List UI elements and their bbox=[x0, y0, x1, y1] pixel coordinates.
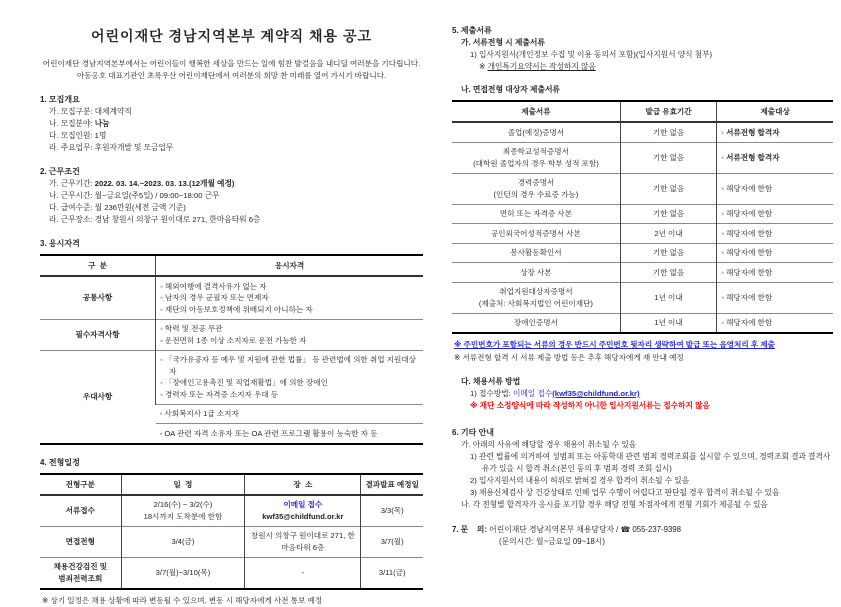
submit-c-label: 1) 접수방법: bbox=[470, 389, 513, 398]
recruit-item-field-value: 나눔 bbox=[94, 119, 110, 128]
doc-validity: 기한 없음 bbox=[620, 263, 716, 283]
schedule-row3-result: 3/11(금) bbox=[361, 557, 423, 589]
doc-name: 졸업(예정)증명서 bbox=[452, 122, 620, 142]
schedule-row1-date-line2: 18시까지 도착분에 한함 bbox=[143, 511, 223, 521]
work-item-period bbox=[40, 178, 423, 190]
submit-a-note bbox=[452, 61, 833, 73]
section-contact bbox=[452, 524, 833, 548]
schedule-row3-place: - bbox=[245, 557, 361, 589]
schedule-table bbox=[40, 473, 423, 590]
list-item: ◦ 재단의 아동보호정책에 위배되지 아니하는 자 bbox=[160, 304, 419, 316]
contact-label: 7. 문 의: bbox=[452, 525, 490, 534]
doc-validity: 1년 이내 bbox=[620, 282, 716, 313]
qual-required-items bbox=[156, 319, 423, 350]
schedule-row3-stage-line2: 범죄전력조회 bbox=[58, 573, 103, 583]
contact-line bbox=[452, 524, 833, 536]
table-row bbox=[452, 173, 833, 204]
left-column bbox=[40, 26, 423, 607]
work-item-period-label: 가. 근무기간: bbox=[49, 179, 95, 188]
list-item: ◦ 사회복지사 1급 소지자 bbox=[160, 408, 419, 420]
schedule-row2-date: 3/4(금) bbox=[121, 526, 245, 557]
doc-name-line1: 경력증명서 bbox=[517, 178, 555, 187]
table-row bbox=[452, 313, 833, 333]
schedule-row2-place: 창원시 의창구 원이대로 271, 한마음타워 6층 bbox=[245, 526, 361, 557]
section-qualifications-heading: 3. 응시자격 bbox=[40, 239, 80, 248]
section-schedule-heading: 4. 전형일정 bbox=[40, 457, 80, 467]
table-row bbox=[452, 122, 833, 142]
doc-target bbox=[717, 204, 833, 224]
section-work-heading: 2. 근무조건 bbox=[40, 167, 80, 176]
submit-a-note-underlined: 개인특기요약서는 작성하지 않음 bbox=[487, 62, 596, 71]
target-value: ◦ 해당자에 한함 bbox=[721, 228, 829, 240]
schedule-row3-stage-line1: 채용건강검진 및 bbox=[53, 562, 108, 571]
work-item-salary: 다. 급여수준: 월 236만원(세전 금액 기준) bbox=[49, 203, 186, 212]
section-qualifications bbox=[40, 237, 423, 445]
contact-phone: 055-237-9398 bbox=[630, 525, 681, 534]
work-item-period-value: 2022. 03. 14.~2023. 03. 13.(12개월 예정) bbox=[94, 179, 235, 188]
submit-sub-a: 가. 서류전형 시 제출서류 bbox=[461, 38, 545, 47]
doc-validity: 기한 없음 bbox=[620, 173, 716, 204]
intro-line-2: 아동옹호 대표기관인 초록우산 어린이재단에서 여러분의 희망 찬 미래를 열어 가시기 바랍니다. bbox=[76, 71, 387, 80]
doc-target bbox=[717, 243, 833, 263]
email-address-link[interactable]: kwf35@childfund.or.kr bbox=[262, 511, 344, 521]
list-item: ◦ 「국가유공자 등 예우 및 지원에 관한 법률」 등 관련법에 의한 취업 지원대상자 bbox=[160, 354, 419, 377]
schedule-row2-result: 3/7(월) bbox=[361, 526, 423, 557]
table-row bbox=[40, 350, 423, 404]
table-row bbox=[40, 526, 423, 557]
target-value: ◦ 해당자에 한함 bbox=[721, 267, 829, 279]
doc-validity: 1년 이내 bbox=[620, 313, 716, 333]
doc-target bbox=[717, 142, 833, 173]
schedule-col-stage: 전형구분 bbox=[40, 474, 121, 495]
doc-name: 장애인증명서 bbox=[452, 313, 620, 333]
list-item: ◦ 학력 및 전공 무관 bbox=[160, 323, 419, 335]
submit-header-row bbox=[452, 101, 833, 122]
doc-target bbox=[717, 282, 833, 313]
doc-validity: 기한 없음 bbox=[620, 243, 716, 263]
table-row bbox=[452, 243, 833, 263]
target-value: ◦ 해당자에 한함 bbox=[721, 317, 829, 329]
doc-target bbox=[717, 122, 833, 142]
schedule-row3-stage bbox=[40, 557, 121, 589]
doc-name: 면허 또는 자격증 사본 bbox=[452, 204, 620, 224]
doc-name-line2: (대학원 졸업자의 경우 학부 성적 포함) bbox=[473, 158, 599, 168]
recruit-item-duty: 라. 주요업무: 후원자개발 및 모금업무 bbox=[49, 143, 174, 152]
doc-name bbox=[452, 173, 620, 204]
section-submit-documents bbox=[452, 24, 833, 412]
qual-common-label: 공통사항 bbox=[40, 276, 156, 319]
qualification-header-row bbox=[40, 255, 423, 276]
section-recruit-heading: 1. 모집개요 bbox=[40, 95, 80, 104]
list-item: ◦ OA 관련 자격 소유자 또는 OA 관련 프로그램 활용이 능숙한 자 등 bbox=[160, 428, 419, 440]
schedule-row1-date bbox=[121, 495, 245, 527]
schedule-row1-date-line1: 2/16(수) ~ 3/2(수) bbox=[153, 500, 213, 509]
etc-item-b: 나. 각 전형별 합격자가 응시를 포기할 경우 해당 전형 차점자에게 전형 기회가 제공될 수 있음 bbox=[461, 500, 768, 509]
qual-required-label: 필수자격사항 bbox=[40, 319, 156, 350]
table-row bbox=[40, 495, 423, 527]
recruit-item-field bbox=[40, 118, 423, 130]
table-row bbox=[452, 142, 833, 173]
recruit-item-headcount: 다. 모집인원: 1명 bbox=[49, 131, 107, 140]
schedule-col-date: 일 정 bbox=[121, 474, 245, 495]
table-row bbox=[452, 224, 833, 244]
table-row bbox=[40, 276, 423, 319]
contact-text: 어린이재단 경남지역본부 채용담당자 / bbox=[489, 525, 621, 534]
schedule-col-result: 결과발표 예정일 bbox=[361, 474, 423, 495]
qual-preferred-sub2-cell bbox=[156, 424, 423, 444]
etc-item-a1: 1) 관련 법률에 의거하여 성범죄 또는 아동학대 관련 범죄 경력조회를 실시할 수 있으며, 경력조회 결과 결격사유가 있을 시 합격 취소(본인 동의 후 범죄 경력 조회 실시) bbox=[470, 452, 831, 473]
doc-validity: 기한 없음 bbox=[620, 204, 716, 224]
table-row bbox=[40, 557, 423, 589]
doc-validity: 기한 없음 bbox=[620, 122, 716, 142]
list-item: ◦ 「장애인고용촉진 및 직업재활법」에 의한 장애인 bbox=[160, 377, 419, 389]
note-mark: ※ bbox=[479, 62, 488, 71]
doc-validity: 2년 이내 bbox=[620, 224, 716, 244]
work-item-location: 라. 근무장소: 경남 창원시 의창구 원이대로 271, 한마음타워 6층 bbox=[49, 215, 261, 224]
qualification-table bbox=[40, 254, 423, 445]
schedule-row1-result: 3/3(목) bbox=[361, 495, 423, 527]
list-item: ◦ 경력자 또는 자격증 소지자 우대 등 bbox=[160, 389, 419, 401]
recruit-item-type: 가. 모집구분: 대체계약직 bbox=[49, 107, 132, 116]
qual-common-items bbox=[156, 276, 423, 319]
right-column bbox=[452, 24, 833, 548]
target-value: ◦ 해당자에 한함 bbox=[721, 292, 829, 304]
doc-validity: 기한 없음 bbox=[620, 142, 716, 173]
list-item: ◦ 운전면허 1종 이상 소지자로 운전 가능한 자 bbox=[160, 335, 419, 347]
doc-name-line1: 취업지원대상자증명서 bbox=[499, 287, 573, 296]
section-schedule bbox=[40, 456, 423, 607]
section-etc-heading: 6. 기타 안내 bbox=[452, 428, 495, 437]
submit-c-item bbox=[452, 388, 833, 400]
list-item: ◦ 남자의 경우 군필자 또는 면제자 bbox=[160, 292, 419, 304]
doc-target bbox=[717, 313, 833, 333]
email-address-link[interactable]: (kwf35@childfund.or.kr) bbox=[552, 389, 640, 398]
doc-name-line2: (인턴의 경우 수료증 가능) bbox=[493, 189, 579, 199]
schedule-row3-date: 3/7(월)~3/10(목) bbox=[121, 557, 245, 589]
target-value: ◦ 서류전형 합격자 bbox=[721, 152, 829, 164]
table-row bbox=[40, 319, 423, 350]
intro-line-1: 어린이재단 경남지역본부에서는 어린이들이 행복한 세상을 만드는 일에 힘찬 발걸음을 내디딜 여러분을 기다립니다. bbox=[42, 59, 421, 68]
doc-name: 공인외국어성적증명서 사본 bbox=[452, 224, 620, 244]
doc-name: 봉사활동확인서 bbox=[452, 243, 620, 263]
schedule-header-row bbox=[40, 474, 423, 495]
target-value: ◦ 서류전형 합격자 bbox=[721, 127, 829, 139]
section-etc bbox=[452, 426, 833, 511]
phone-icon: ☎ bbox=[620, 525, 631, 534]
submit-note-followup: ※ 서류전형 합격 시 서류 제출 방법 등은 추후 해당자에게 재 안내 예정 bbox=[454, 353, 684, 362]
email-submission-label: 이메일 접수 bbox=[512, 389, 553, 398]
doc-name-line1: 최종학교성적증명서 bbox=[502, 147, 569, 156]
submit-a-item: 1) 입사지원서(개인정보 수집 및 이용 동의서 포함)(입사지원서 양식 첨부) bbox=[470, 50, 713, 59]
schedule-col-place: 장 소 bbox=[245, 474, 361, 495]
schedule-row2-stage: 면접전형 bbox=[40, 526, 121, 557]
qual-preferred-label: 우대사항 bbox=[40, 350, 156, 444]
table-row bbox=[452, 204, 833, 224]
qual-col-category: 구 분 bbox=[40, 255, 156, 276]
doc-target bbox=[717, 224, 833, 244]
section-work-conditions bbox=[40, 165, 423, 226]
submit-note-privacy: ※ 주민번호가 포함되는 서류의 경우 반드시 주민번호 뒷자리 생략하여 발급 또는 음영처리 후 제출 bbox=[454, 340, 775, 349]
submit-col-validity: 발급 유효기간 bbox=[620, 101, 716, 122]
table-row bbox=[452, 263, 833, 283]
submit-col-target: 제출대상 bbox=[717, 101, 833, 122]
schedule-row1-place bbox=[245, 495, 361, 527]
target-value: ◦ 해당자에 한함 bbox=[721, 247, 829, 259]
qual-preferred-items bbox=[156, 350, 423, 404]
schedule-note: ※ 상기 일정은 채용 상황에 따라 변동될 수 있으며, 변동 시 해당자에게 사전 통보 예정 bbox=[42, 595, 323, 605]
recruit-item-field-label: 나. 모집분야: bbox=[49, 119, 95, 128]
section-submit-heading: 5. 제출서류 bbox=[452, 26, 492, 35]
table-row bbox=[452, 282, 833, 313]
submit-sub-c: 다. 채용서류 방법 bbox=[461, 377, 521, 386]
etc-item-a2: 2) 입사지원서의 내용이 허위로 밝혀질 경우 합격이 취소될 수 있음 bbox=[470, 476, 690, 485]
doc-target bbox=[717, 263, 833, 283]
etc-item-a3: 3) 채용신체검사 상 건강상태로 인해 업무 수행이 어렵다고 판단될 경우 합격이 취소될 수 있음 bbox=[470, 488, 780, 497]
target-value: ◦ 해당자에 한함 bbox=[721, 183, 829, 195]
contact-hours: (문의시간: 월~금요일 09~18시) bbox=[499, 537, 605, 546]
page-title: 어린이재단 경남지역본부 계약직 채용 공고 bbox=[91, 28, 372, 44]
etc-item-a: 가. 아래의 사유에 해당할 경우 채용이 취소될 수 있음 bbox=[461, 440, 637, 449]
target-value: ◦ 해당자에 한함 bbox=[721, 208, 829, 220]
doc-name bbox=[452, 142, 620, 173]
submit-c-warning: ※ 재단 소정양식에 따라 작성하지 아니한 입사지원서류는 접수하지 않음 bbox=[470, 401, 710, 410]
submit-col-document: 제출서류 bbox=[452, 101, 620, 122]
intro-paragraph bbox=[40, 58, 423, 82]
email-submission-label[interactable]: 이메일 접수 bbox=[283, 500, 323, 509]
section-recruit-overview bbox=[40, 93, 423, 154]
doc-name: 상장 사본 bbox=[452, 263, 620, 283]
doc-name bbox=[452, 282, 620, 313]
schedule-row1-stage: 서류접수 bbox=[40, 495, 121, 527]
doc-target bbox=[717, 173, 833, 204]
work-item-hours: 나. 근무시간: 월~금요일(주5일) / 09:00~18:00 근무 bbox=[49, 191, 220, 200]
submit-sub-b: 나. 면접전형 대상자 제출서류 bbox=[461, 85, 561, 94]
qual-col-requirement: 응시자격 bbox=[156, 255, 423, 276]
qual-preferred-sub1-cell bbox=[156, 404, 423, 424]
submit-documents-table bbox=[452, 100, 833, 334]
list-item: ◦ 해외여행에 결격사유가 없는 자 bbox=[160, 281, 419, 293]
doc-name-line2: (제출처: 사회복지법인 어린이재단) bbox=[478, 298, 593, 308]
